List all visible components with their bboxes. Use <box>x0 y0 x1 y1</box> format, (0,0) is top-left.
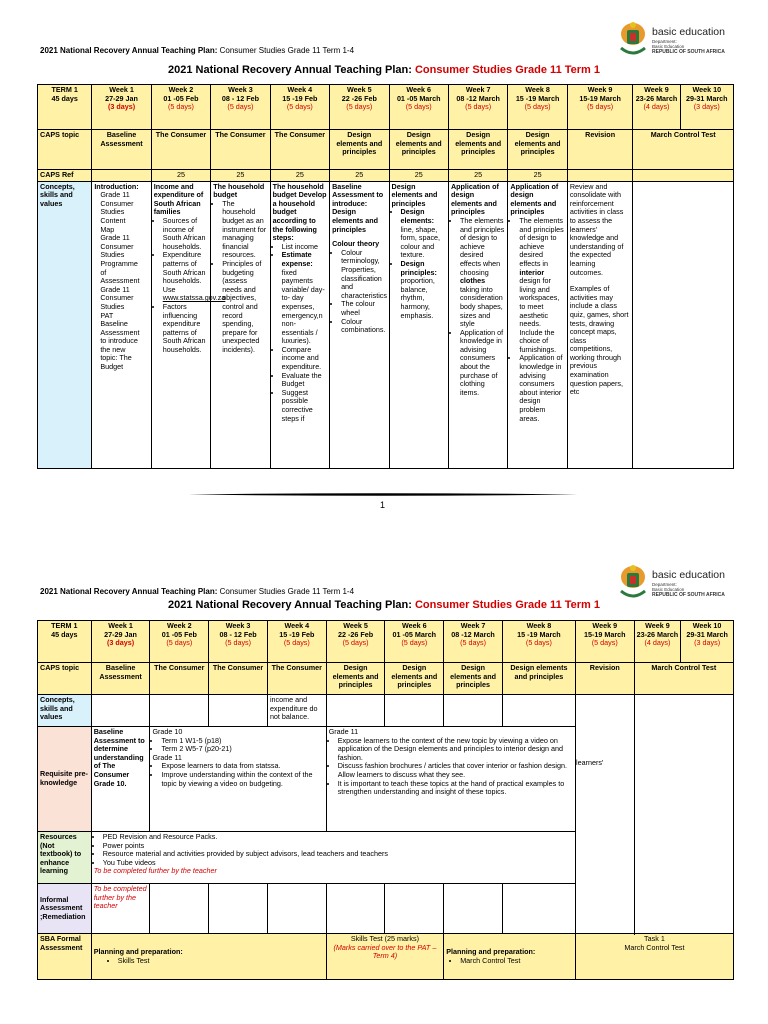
week-header: Week 8 15 -19 March (5 days) <box>502 621 575 663</box>
control-test-col <box>634 695 733 934</box>
sba-skills-test: Skills Test (25 marks) (Marks carried over to the PAT –Term 4) <box>326 934 444 980</box>
concepts-w4: The household budget Develop a household budget according to the following steps: • List income • Estimate expense: fixed payments variable/ day-to- day expenses, emergency,n non-essentials / luxuries). • Compare income and expenditure. • Evaluate the Budget • Suggest possible corrective steps if <box>270 181 329 468</box>
informal-note: To be completed further by the teacher <box>91 884 150 934</box>
topic-cell: The Consumer <box>151 130 210 170</box>
topic-cell: Design elements and principles <box>508 130 567 170</box>
term-cell: TERM 1 45 days <box>38 621 92 663</box>
week-header: Week 10 29-31 March (3 days) <box>680 85 733 130</box>
topic-cell: Design elements and principles <box>502 663 575 695</box>
topic-cell: Design elements and principles <box>389 130 448 170</box>
resources-label: Resources (Not textbook) to enhance learning <box>38 832 92 884</box>
sba-task-1: Task 1 March Control Test <box>575 934 733 980</box>
week-header: Week 3 08 - 12 Feb (5 days) <box>209 621 268 663</box>
topic-cell: Baseline Assessment <box>91 663 150 695</box>
week-header: Week 5 22 -26 Feb (5 days) <box>326 621 385 663</box>
prereq-label: Requisite pre-knowledge <box>38 727 92 832</box>
week-header: Week 8 15 -19 March (5 days) <box>508 85 567 130</box>
statssa-link[interactable]: www.statssa.gov.za <box>162 293 226 303</box>
concepts-label: Concepts, skills and values <box>38 181 92 468</box>
basic-education-logo <box>618 20 750 60</box>
concepts-row <box>38 695 734 727</box>
page-title: 2021 National Recovery Annual Teaching Plan: Consumer Studies Grade 11 Term 1 <box>168 64 600 76</box>
concepts-w5: Baseline Assessment to introduce: Design elements and principles Colour theory • Colour terminology, Properties, classification and characteristics • The colour wheel • Colour combinations. <box>330 181 389 468</box>
prereq-w5-8: Grade 11 • Expose learners to the context of the new topic by viewing a video on application of the Design elements and principles to interior design and fashion. • Discuss fashion brochures / articles that cover interior or fashion design. Allow learners to discuss what they see. • It is important to teach these topics at the hand of practical examples to strengthen understanding and insight of these topics. <box>326 727 575 832</box>
caps-ref-cell: 25 <box>508 170 567 182</box>
logo-subtitle: Department: Basic Education <box>652 39 685 49</box>
concepts-w4-cont: income and expenditure do not balance. <box>267 695 326 727</box>
caps-ref-cell: 25 <box>151 170 210 182</box>
term-cell: TERM 1 45 days <box>38 85 92 130</box>
caps-ref-cell: 25 <box>330 170 389 182</box>
page-2 <box>0 540 768 1024</box>
concepts-w10 <box>633 181 734 468</box>
logo-title: basic education <box>652 569 725 581</box>
week-header: Week 10 29-31 March (3 days) <box>681 621 734 663</box>
week-header: Week 3 08 - 12 Feb (5 days) <box>211 85 270 130</box>
caps-ref-label: CAPS Ref <box>38 170 92 182</box>
caps-ref-cell: 25 <box>211 170 270 182</box>
week-header: Week 2 01 -05 Feb (5 days) <box>151 85 210 130</box>
topic-cell: Design elements and principles <box>444 663 503 695</box>
topic-cell: Baseline Assessment <box>92 130 151 170</box>
caps-ref-cell: 25 <box>448 170 507 182</box>
topic-cell: The Consumer <box>270 130 329 170</box>
week-header: Week 1 27-29 Jan (3 days) <box>92 85 151 130</box>
topic-cell: Revision <box>567 130 633 170</box>
topic-cell: Revision <box>575 663 634 695</box>
page-title: 2021 National Recovery Annual Teaching Plan: Consumer Studies Grade 11 Term 1 <box>168 599 600 611</box>
concepts-w3: The household budget • The household budget as an instrument for managing financial resources. • Principles of budgeting (assess needs and objectives, control and record spending, prepare for unexpected incidents). <box>211 181 270 468</box>
week-header: Week 9 23-26 March (4 days) <box>634 621 681 663</box>
caps-topic-row <box>38 130 734 170</box>
topic-cell: The Consumer <box>209 663 268 695</box>
revision-col <box>575 695 634 934</box>
concepts-w1: Introduction: Grade 11 Consumer Studies Content Map Grade 11 Consumer Studies Programme of Assessment Grade 11 Consumer Studies PAT Baseline Assessment to introduce the new topic: The Budget <box>92 181 151 468</box>
resources-cell: • PED Revision and Resource Packs. • Power points • Resource material and activities provided by subject advisors, lead teachers and teachers • You Tube videos To be completed further by the teacher <box>91 832 575 884</box>
weeks-row <box>38 85 734 130</box>
caps-ref-row <box>38 170 734 182</box>
week-header: Week 7 08 -12 March (5 days) <box>444 621 503 663</box>
teaching-plan-table-2 <box>37 620 734 980</box>
sba-planning-1: Planning and preparation: • Skills Test <box>91 934 326 980</box>
page-separator <box>188 493 578 496</box>
caps-topic-row <box>38 663 734 695</box>
sba-planning-2: Planning and preparation: • March Control Test <box>444 934 576 980</box>
caps-ref-cell: 25 <box>270 170 329 182</box>
concepts-w9: Review and consolidate with reinforcement activities in class to assess the learners' knowledge and understanding of the expected learning outcomes. Examples of activities may include a class quiz, games, short tests, drawing concept maps, class competitions, working through previous examination question papers, etc <box>567 181 633 468</box>
topic-cell: Design elements and principles <box>330 130 389 170</box>
concepts-w2: Income and expenditure of South African families • Sources of income of South African households. • Expenditure patterns of South African households. Use www.statssa.gov.za • Factors influencing expenditure patterns of South African households. <box>151 181 210 468</box>
week-header: Week 4 15 -19 Feb (5 days) <box>267 621 326 663</box>
coat-of-arms-icon <box>618 20 648 58</box>
topic-cell: March Control Test <box>634 663 733 695</box>
week-header: Week 2 01 -05 Feb (5 days) <box>150 621 209 663</box>
week-header: Week 6 01 -05 March (5 days) <box>389 85 448 130</box>
page-number: 1 <box>380 500 386 510</box>
logo-republic: REPUBLIC OF SOUTH AFRICA <box>652 592 725 598</box>
topic-cell: The Consumer <box>150 663 209 695</box>
topic-cell: The Consumer <box>267 663 326 695</box>
sba-label: SBA Formal Assessment <box>38 934 92 980</box>
topic-cell: The Consumer <box>211 130 270 170</box>
week-header: Week 9 15-19 March (5 days) <box>575 621 634 663</box>
running-header: 2021 National Recovery Annual Teaching Plan: Consumer Studies Grade 11 Term 1-4 <box>40 587 355 596</box>
logo-subtitle: Department: Basic Education <box>652 582 685 592</box>
basic-education-logo <box>618 563 750 603</box>
week-header: Week 9 23-26 March (4 days) <box>633 85 680 130</box>
concepts-label: Concepts, skills and values <box>38 695 92 727</box>
week-header: Week 4 15 -19 Feb (5 days) <box>270 85 329 130</box>
running-header: 2021 National Recovery Annual Teaching Plan: Consumer Studies Grade 11 Term 1-4 <box>40 46 355 55</box>
week-header: Week 5 22 -26 Feb (5 days) <box>330 85 389 130</box>
prereq-w2-4: Grade 10 • Term 1 W1-5 (p18) • Term 2 W5-7 (p20-21) Grade 11 • Expose learners to data from statssa. • Improve understanding within the context of the topic by viewing a video on budgeting. <box>150 727 326 832</box>
week-header: Week 9 15-19 March (5 days) <box>567 85 633 130</box>
caps-topic-label: CAPS topic <box>38 130 92 170</box>
coat-of-arms-icon <box>618 563 648 601</box>
informal-label: Informal Assessment ;Remediation <box>38 884 92 934</box>
concepts-w6: Design elements and principles • Design elements: line, shape, form, space, colour and texture. • Design principles: proportion, balance, rhythm, harmony, emphasis. <box>389 181 448 468</box>
concepts-row <box>38 181 734 468</box>
concepts-w7: Application of design elements and principles • The elements and principles of design to achieve desired effects when choosing clothes taking into consideration body shapes, sizes and style • Application of knowledge in advising consumers about the purchase of clothing items. <box>448 181 507 468</box>
concepts-w8: Application of design elements and principles • The elements and principles of design to achieve desired effects in interior design for living and workspaces, to meet aesthetic needs. Include the choice of furnishings. • Application of knowledge in advising consumers about interior design problem areas. <box>508 181 567 468</box>
caps-ref-cell: 25 <box>389 170 448 182</box>
topic-cell: Design elements and principles <box>448 130 507 170</box>
sba-row <box>38 934 734 980</box>
week-header: Week 6 01 -05 March (5 days) <box>385 621 444 663</box>
prereq-w1: Baseline Assessment to determine understanding of The Consumer Grade 10. <box>91 727 150 832</box>
logo-title: basic education <box>652 26 725 38</box>
week-header: Week 7 08 -12 March (5 days) <box>448 85 507 130</box>
caps-topic-label: CAPS topic <box>38 663 92 695</box>
logo-republic: REPUBLIC OF SOUTH AFRICA <box>652 49 725 55</box>
topic-cell: March Control Test <box>633 130 734 170</box>
topic-cell: Design elements and principles <box>326 663 385 695</box>
prereq-w9-fragment: learners' <box>576 758 604 767</box>
topic-cell: Design elements and principles <box>385 663 444 695</box>
teaching-plan-table-1 <box>37 84 734 469</box>
weeks-row <box>38 621 734 663</box>
week-header: Week 1 27-29 Jan (3 days) <box>91 621 150 663</box>
